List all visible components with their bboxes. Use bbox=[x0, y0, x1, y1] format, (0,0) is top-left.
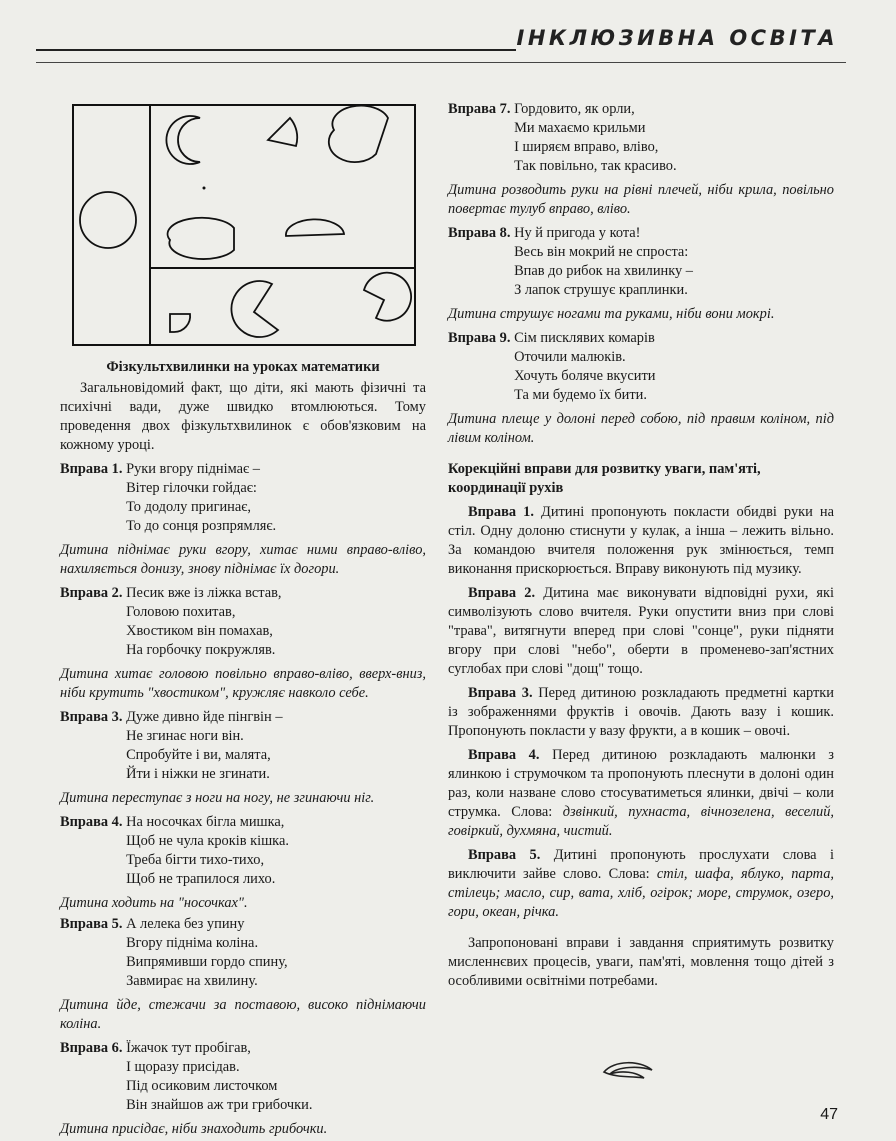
left-exercise bbox=[60, 584, 426, 703]
poem-line: Руки вгору піднімає – bbox=[126, 461, 260, 477]
exercise-text: Перед дитиною розкладають малюнки з ялинкою і струмочком та пропонують плеснути в долоні один раз, коли назване слово стосуватиметься ялинки, двічі – коли струмка. Слова: bbox=[448, 747, 834, 820]
exercise-note: Дитина ходить на "носочках". bbox=[60, 895, 248, 911]
poem-line: То до сонця розпрямляє. bbox=[126, 518, 277, 534]
poem-line: Їжачок тут пробігав, bbox=[126, 1040, 251, 1056]
poem-line: Під осиковим листочком bbox=[126, 1078, 278, 1094]
left-column bbox=[60, 358, 426, 1141]
poem-line: Гордовито, як орли, bbox=[514, 101, 635, 117]
header-rule-top bbox=[36, 49, 516, 51]
corrective-exercise bbox=[448, 503, 834, 579]
pacman-shape bbox=[231, 281, 278, 337]
exercise-text: Перед дитиною розкладають предметні картки із зображеннями фруктів і овочів. Дають вазу і кошик. Пропонують покласти у вазу фрукти, а в кошик – овочі. bbox=[448, 685, 834, 739]
poem-line: Хвостиком він помахав, bbox=[126, 623, 273, 639]
ornament-icon bbox=[600, 1058, 656, 1084]
corrective-exercise bbox=[448, 684, 834, 741]
right-exercise bbox=[448, 329, 834, 448]
poem-line: Не згинає ноги він. bbox=[126, 728, 244, 744]
left-exercise bbox=[60, 915, 426, 1034]
exercise-label: Вправа 6. bbox=[60, 1040, 123, 1056]
exercise-note: Дитина присідає, ніби знаходить грибочки. bbox=[60, 1121, 328, 1137]
poem-line: Спробуйте і ви, малята, bbox=[126, 747, 271, 763]
exercise-label: Вправа 5. bbox=[468, 847, 541, 863]
arc-shape-1 bbox=[166, 116, 200, 164]
poem-line: Впав до рибок на хвилинку – bbox=[514, 263, 693, 279]
wedge-shape-1 bbox=[268, 118, 297, 146]
half-circle-1 bbox=[329, 106, 388, 162]
corrective-exercise bbox=[448, 846, 834, 922]
poem-line: Головою похитав, bbox=[126, 604, 236, 620]
exercise-label: Вправа 1. bbox=[60, 461, 123, 477]
poem-line: Весь він мокрий не спроста: bbox=[514, 244, 689, 260]
half-circle-3 bbox=[286, 219, 344, 236]
poem-line: З лапок струшує краплинки. bbox=[514, 282, 688, 298]
poem-line: Ми махаємо крильми bbox=[514, 120, 646, 136]
exercise-label: Вправа 3. bbox=[60, 709, 123, 725]
left-exercise bbox=[60, 813, 426, 913]
right-exercise bbox=[448, 224, 834, 324]
exercise-text: Дитина має виконувати відповідні рухи, які символізують слово вчителя. Руки опустити вниз при слові "трава", витягнути вперед при слові "сонце", руки підняти вгору при слові "небо", оберти в променево-зап'ястних суглобах при слові "дощ" тощо. bbox=[448, 585, 834, 677]
poem-line: І щоразу присідав. bbox=[126, 1059, 240, 1075]
exercise-label: Вправа 5. bbox=[60, 916, 123, 932]
exercise-label: Вправа 7. bbox=[448, 101, 511, 117]
exercise-text: Дитині пропонують покласти обидві руки на стіл. Одну долоню стиснути у кулак, а інша – лежить вільно. За командою вчителя положення рук змінюється, темп виконання прискорюється. Вправу виконують під музику. bbox=[448, 504, 834, 577]
corrective-exercise bbox=[448, 746, 834, 841]
poem-line: Завмирає на хвилину. bbox=[126, 973, 258, 989]
poem-line: Вгору підніма коліна. bbox=[126, 935, 259, 951]
exercise-note: Дитина струшує ногами та руками, ніби вони мокрі. bbox=[448, 306, 775, 322]
right-heading: Корекційні вправи для розвитку уваги, пам'яті, координації рухів bbox=[448, 461, 761, 496]
three-quarter-shape bbox=[364, 273, 411, 321]
poem-line: Сім писклявих комарів bbox=[514, 330, 655, 346]
poem-line: І ширяєм вправо, вліво, bbox=[514, 139, 659, 155]
exercise-note: Дитина переступає з ноги на ногу, не згинаючи ніг. bbox=[60, 790, 375, 806]
conclusion-paragraph: Запропоновані вправи і завдання сприятимуть розвитку мисленнєвих процесів, уваги, пам'яті, мовлення тощо дітей з особливими освітніми потребами. bbox=[448, 935, 834, 989]
left-exercise bbox=[60, 708, 426, 808]
exercise-words: стіл, шафа, яблуко, парта, стілець; масло, сир, вата, хліб, огірок; море, струмок, озеро, гори, океан, річка. bbox=[448, 866, 834, 920]
poem-line: Вітер гілочки гойдає: bbox=[126, 480, 257, 496]
poem-line: Дуже дивно йде пінгвін – bbox=[126, 709, 283, 725]
poem-line: То додолу пригинає, bbox=[126, 499, 252, 515]
exercise-label: Вправа 4. bbox=[60, 814, 123, 830]
circle-shape bbox=[80, 192, 136, 248]
right-exercise bbox=[448, 100, 834, 219]
poem-line: Песик вже із ліжка встав, bbox=[126, 585, 282, 601]
exercise-note: Дитина розводить руки на рівні плечей, ніби крила, повільно повертає тулуб вправо, вліво. bbox=[448, 182, 834, 217]
quarter-shape bbox=[170, 314, 190, 332]
left-exercise bbox=[60, 460, 426, 579]
exercise-words: дзвінкий, пухнаста, вічнозелена, веселий, говіркий, духмяна, чистий. bbox=[448, 804, 835, 839]
half-circle-2 bbox=[168, 218, 234, 259]
poem-line: А лелека без упину bbox=[126, 916, 245, 932]
header-rule-bottom bbox=[36, 62, 846, 63]
exercise-note: Дитина піднімає руки вгору, хитає ними вправо-вліво, нахиляється донизу, знову піднімає їх догори. bbox=[60, 542, 426, 577]
poem-line: Оточили малюків. bbox=[514, 349, 626, 365]
right-column bbox=[448, 100, 834, 991]
page-number: 47 bbox=[820, 1106, 838, 1123]
exercise-label: Вправа 3. bbox=[468, 685, 533, 701]
exercise-label: Вправа 8. bbox=[448, 225, 511, 241]
intro-paragraph: Загальновідомий факт, що діти, які мають фізичні та психічні вади, дуже швидко втомлюються. Тому проведення двох фізкультхвилинок є обов'язковим на кожному уроці. bbox=[60, 380, 426, 453]
exercise-note: Дитина хитає головою повільно вправо-вліво, вверх-вниз, ніби крутить "хвостиком", кружляє навколо себе. bbox=[60, 666, 426, 701]
exercise-label: Вправа 2. bbox=[468, 585, 536, 601]
poem-line: На носочках бігла мишка, bbox=[126, 814, 285, 830]
shapes-figure bbox=[72, 104, 416, 346]
poem-line: Ну й пригода у кота! bbox=[514, 225, 641, 241]
exercise-note: Дитина йде, стежачи за поставою, високо піднімаючи коліна. bbox=[60, 997, 426, 1032]
poem-line: Випрямивши гордо спину, bbox=[126, 954, 288, 970]
poem-line: Та ми будемо їх бити. bbox=[514, 387, 647, 403]
left-exercise bbox=[60, 1039, 426, 1139]
exercise-label: Вправа 1. bbox=[468, 504, 534, 520]
poem-line: На горбочку покружляв. bbox=[126, 642, 276, 658]
poem-line: Щоб не трапилося лихо. bbox=[126, 871, 276, 887]
poem-line: Він знайшов аж три грибочки. bbox=[126, 1097, 313, 1113]
section-title: ІНКЛЮЗИВНА ОСВІТА bbox=[516, 26, 838, 50]
exercise-label: Вправа 9. bbox=[448, 330, 511, 346]
poem-line: Треба бігти тихо-тихо, bbox=[126, 852, 265, 868]
poem-line: Так повільно, так красиво. bbox=[514, 158, 677, 174]
poem-line: Йти і ніжки не згинати. bbox=[126, 766, 270, 782]
poem-line: Хочуть боляче вкусити bbox=[514, 368, 656, 384]
exercise-note: Дитина плеще у долоні перед собою, під правим коліном, під лівим коліном. bbox=[448, 411, 834, 446]
exercise-label: Вправа 2. bbox=[60, 585, 123, 601]
exercise-text: Дитині пропонують прослухати слова і виключити зайве слово. Слова: bbox=[448, 847, 834, 882]
left-heading: Фізкультхвилинки на уроках математики bbox=[106, 359, 380, 375]
corrective-exercise bbox=[448, 584, 834, 679]
exercise-label: Вправа 4. bbox=[468, 747, 540, 763]
poem-line: Щоб не чула кроків кішка. bbox=[126, 833, 289, 849]
